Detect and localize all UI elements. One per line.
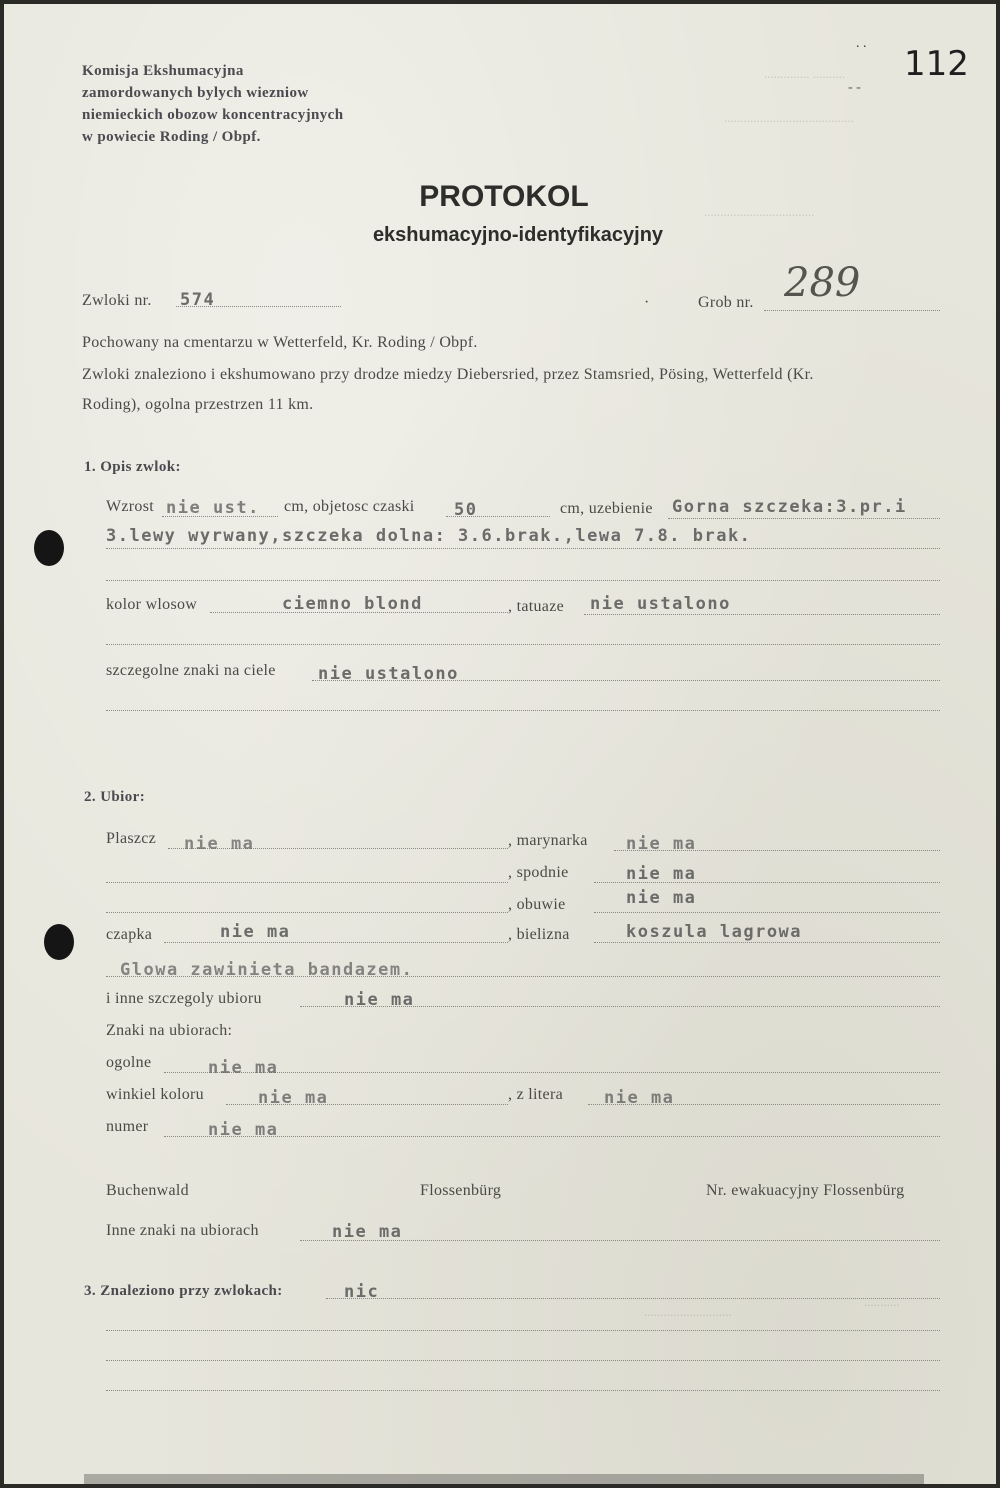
obuwie-value: nie ma [626,888,697,908]
spodnie-label: , spodnie [508,864,569,881]
grob-label: Grob nr. [698,294,754,311]
ogolne-value: nie ma [208,1058,279,1078]
commission-line: zamordowanych bylych wiezniow [82,85,309,101]
winkiel-value: nie ma [258,1088,329,1108]
uzebienie-value-line-1: Gorna szczeka:3.pr.i [672,497,907,517]
section-3-value: nic [344,1282,380,1302]
tatuaze-label: , tatuaze [508,598,564,615]
document-page [4,4,996,1484]
numer-label: numer [106,1118,149,1135]
ogolne-label: ogolne [106,1054,152,1071]
czaska-value: 50 [454,500,478,520]
czapka-value: nie ma [220,922,291,942]
buchenwald-label: Buchenwald [106,1182,189,1199]
page-number: 112 [904,44,969,84]
wzrost-label: Wzrost [106,498,155,515]
flossenburg-label: Flossenbürg [420,1182,502,1199]
binder-hole [34,530,64,566]
section-3-heading: 3. Znaleziono przy zwlokach: [84,1283,283,1299]
inne-znaki-label: Inne znaki na ubiorach [106,1222,259,1239]
bleed-through-text: .................................. [704,204,815,219]
czapka-label: czapka [106,926,153,943]
wzrost-value: nie ust. [166,498,260,518]
commission-line: Komisja Ekshumacyjna [82,63,244,79]
ink-marks: - - [848,80,861,95]
found-location-line-2: Roding), ogolna przestrzen 11 km. [82,396,314,413]
znaki-ciala-label: szczegolne znaki na ciele [106,662,276,679]
znaki-ciala-value: nie ustalono [318,664,459,684]
cm-uzebienie-label: cm, uzebienie [560,500,653,517]
spodnie-value: nie ma [626,864,697,884]
scan-shadow [84,1474,924,1484]
document-title: PROTOKOL [419,180,589,213]
marynarka-value: nie ma [626,834,697,854]
commission-line: w powiecie Roding / Obpf. [82,129,261,145]
marynarka-label: , marynarka [508,832,588,849]
commission-line: niemieckich obozow koncentracyjnych [82,107,344,123]
uzebienie-value-line-2: 3.lewy wyrwany,szczeka dolna: 3.6.brak.,lewa 7.8. brak. [106,526,752,546]
bleed-through-text: .............. .......... [764,66,846,81]
obuwie-label: , obuwie [508,896,566,913]
found-location-line-1: Zwloki znaleziono i ekshumowano przy drodze miedzy Diebersried, przez Stamsried, Pösing, Wetterfeld (Kr. [82,366,814,383]
winkiel-label: winkiel koloru [106,1086,204,1103]
plaszcz-label: Plaszcz [106,830,157,847]
bleed-through-text: ........... [864,1294,900,1309]
section-2-heading: 2. Ubior: [84,789,146,805]
plaszcz-value: nie ma [184,834,255,854]
burial-place: Pochowany na cmentarzu w Wetterfeld, Kr. Roding / Obpf. [82,334,478,351]
section-1-heading: 1. Opis zwlok: [84,459,181,475]
zwloki-label: Zwloki nr. [82,292,152,309]
tatuaze-value: nie ustalono [590,594,731,614]
wlosy-value: ciemno blond [282,594,423,614]
bleed-through-text: ........................... [644,1304,732,1319]
wlosy-label: kolor wlosow [106,596,198,613]
inne-szczegoly-label: i inne szczegoly ubioru [106,990,262,1007]
bleed-through-text: ........................................ [724,110,854,125]
separator-dot: · [644,294,650,311]
commission-header [82,60,343,148]
cm-objetosc-label: cm, objetosc czaski [284,498,415,515]
znaki-ubiorach-heading: Znaki na ubiorach: [106,1022,233,1039]
z-litera-value: nie ma [604,1088,675,1108]
z-litera-label: , z litera [508,1086,563,1103]
inne-szczegoly-value: nie ma [344,990,415,1010]
binder-hole [44,924,74,960]
zwloki-value: 574 [180,290,216,310]
ink-marks: . . [856,36,867,51]
ewakuacyjny-label: Nr. ewakuacyjny Flossenbürg [706,1182,905,1199]
glowa-note: Glowa zawinieta bandazem. [120,960,414,980]
grob-value-handwritten: 289 [784,260,861,306]
document-subtitle: ekshumacyjno-identyfikacyjny [372,224,664,246]
numer-value: nie ma [208,1120,279,1140]
bielizna-label: , bielizna [508,926,570,943]
inne-znaki-value: nie ma [332,1222,403,1242]
bielizna-value: koszula lagrowa [626,922,803,942]
